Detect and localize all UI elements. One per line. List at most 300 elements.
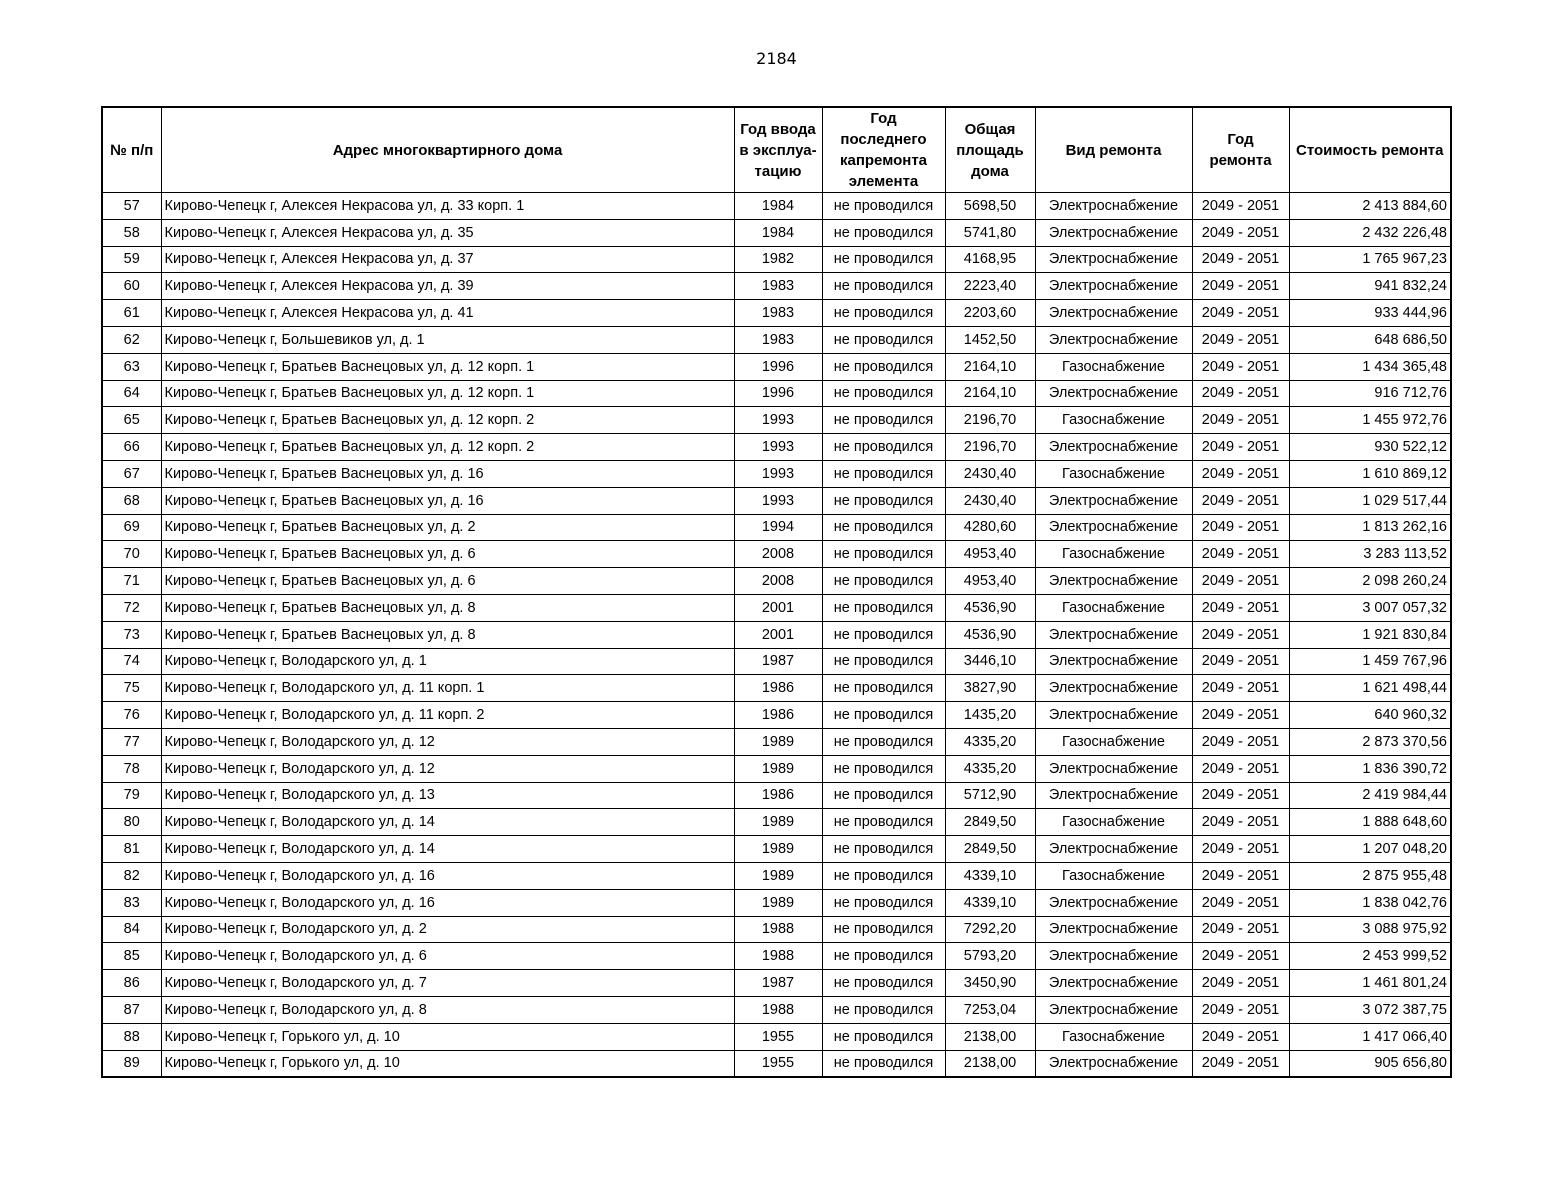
cell-repair-type: Электроснабжение [1035, 326, 1192, 353]
cell-num: 89 [102, 1050, 161, 1077]
cell-area: 2164,10 [945, 380, 1035, 407]
cell-last-repair: не проводился [822, 407, 945, 434]
cell-num: 87 [102, 996, 161, 1023]
cell-year-built: 1996 [734, 353, 822, 380]
cell-address: Кирово-Чепецк г, Алексея Некрасова ул, д. 37 [161, 246, 734, 273]
cell-repair-type: Электроснабжение [1035, 675, 1192, 702]
cell-area: 4536,90 [945, 621, 1035, 648]
cell-cost: 2 413 884,60 [1289, 193, 1451, 220]
cell-address: Кирово-Чепецк г, Братьев Васнецовых ул, д. 6 [161, 541, 734, 568]
cell-area: 5741,80 [945, 219, 1035, 246]
table-row [102, 594, 1451, 621]
cell-address: Кирово-Чепецк г, Братьев Васнецовых ул, д. 12 корп. 2 [161, 434, 734, 461]
header-last-repair: Год последнего капремонта элемента [822, 107, 945, 193]
cell-cost: 1 836 390,72 [1289, 755, 1451, 782]
cell-cost: 1 461 801,24 [1289, 970, 1451, 997]
cell-year-built: 1988 [734, 996, 822, 1023]
page-number: 2184 [756, 49, 797, 68]
cell-area: 3450,90 [945, 970, 1035, 997]
cell-num: 73 [102, 621, 161, 648]
cell-address: Кирово-Чепецк г, Алексея Некрасова ул, д. 35 [161, 219, 734, 246]
cell-last-repair: не проводился [822, 568, 945, 595]
cell-area: 4953,40 [945, 541, 1035, 568]
cell-cost: 916 712,76 [1289, 380, 1451, 407]
cell-year-built: 1993 [734, 487, 822, 514]
cell-repair-period: 2049 - 2051 [1192, 300, 1289, 327]
cell-year-built: 1988 [734, 916, 822, 943]
cell-last-repair: не проводился [822, 675, 945, 702]
table-row [102, 219, 1451, 246]
cell-last-repair: не проводился [822, 380, 945, 407]
cell-cost: 1 621 498,44 [1289, 675, 1451, 702]
cell-repair-type: Газоснабжение [1035, 353, 1192, 380]
cell-year-built: 1983 [734, 300, 822, 327]
table-row [102, 353, 1451, 380]
cell-cost: 2 873 370,56 [1289, 728, 1451, 755]
cell-cost: 1 455 972,76 [1289, 407, 1451, 434]
cell-last-repair: не проводился [822, 996, 945, 1023]
cell-repair-period: 2049 - 2051 [1192, 621, 1289, 648]
cell-address: Кирово-Чепецк г, Братьев Васнецовых ул, д. 16 [161, 460, 734, 487]
cell-area: 2849,50 [945, 809, 1035, 836]
cell-area: 4339,10 [945, 862, 1035, 889]
cell-area: 2223,40 [945, 273, 1035, 300]
cell-repair-type: Электроснабжение [1035, 943, 1192, 970]
cell-year-built: 1987 [734, 648, 822, 675]
cell-area: 4280,60 [945, 514, 1035, 541]
cell-repair-type: Электроснабжение [1035, 514, 1192, 541]
cell-area: 2138,00 [945, 1023, 1035, 1050]
cell-area: 4339,10 [945, 889, 1035, 916]
table-row [102, 862, 1451, 889]
cell-year-built: 1987 [734, 970, 822, 997]
cell-year-built: 2001 [734, 621, 822, 648]
cell-cost: 3 088 975,92 [1289, 916, 1451, 943]
cell-year-built: 1989 [734, 755, 822, 782]
cell-area: 3827,90 [945, 675, 1035, 702]
cell-area: 5793,20 [945, 943, 1035, 970]
cell-repair-period: 2049 - 2051 [1192, 970, 1289, 997]
table-row [102, 380, 1451, 407]
cell-num: 83 [102, 889, 161, 916]
cell-repair-period: 2049 - 2051 [1192, 407, 1289, 434]
cell-repair-period: 2049 - 2051 [1192, 594, 1289, 621]
cell-repair-period: 2049 - 2051 [1192, 1023, 1289, 1050]
cell-repair-type: Газоснабжение [1035, 809, 1192, 836]
cell-repair-type: Электроснабжение [1035, 889, 1192, 916]
cell-address: Кирово-Чепецк г, Володарского ул, д. 8 [161, 996, 734, 1023]
cell-year-built: 1994 [734, 514, 822, 541]
table-row [102, 273, 1451, 300]
cell-area: 7253,04 [945, 996, 1035, 1023]
cell-year-built: 1984 [734, 193, 822, 220]
cell-last-repair: не проводился [822, 862, 945, 889]
cell-address: Кирово-Чепецк г, Большевиков ул, д. 1 [161, 326, 734, 353]
cell-num: 57 [102, 193, 161, 220]
cell-last-repair: не проводился [822, 219, 945, 246]
cell-year-built: 1955 [734, 1023, 822, 1050]
cell-repair-type: Газоснабжение [1035, 1023, 1192, 1050]
header-row [102, 107, 1451, 193]
cell-address: Кирово-Чепецк г, Володарского ул, д. 6 [161, 943, 734, 970]
table-row [102, 326, 1451, 353]
cell-area: 2138,00 [945, 1050, 1035, 1077]
cell-repair-type: Электроснабжение [1035, 1050, 1192, 1077]
cell-year-built: 1989 [734, 862, 822, 889]
cell-repair-type: Электроснабжение [1035, 434, 1192, 461]
cell-cost: 1 610 869,12 [1289, 460, 1451, 487]
cell-repair-type: Газоснабжение [1035, 460, 1192, 487]
cell-last-repair: не проводился [822, 970, 945, 997]
cell-cost: 2 875 955,48 [1289, 862, 1451, 889]
cell-num: 64 [102, 380, 161, 407]
cell-address: Кирово-Чепецк г, Алексея Некрасова ул, д. 41 [161, 300, 734, 327]
table-row [102, 648, 1451, 675]
cell-repair-period: 2049 - 2051 [1192, 836, 1289, 863]
cell-repair-type: Электроснабжение [1035, 621, 1192, 648]
cell-area: 5712,90 [945, 782, 1035, 809]
cell-num: 79 [102, 782, 161, 809]
cell-cost: 640 960,32 [1289, 702, 1451, 729]
cell-cost: 933 444,96 [1289, 300, 1451, 327]
cell-area: 4953,40 [945, 568, 1035, 595]
cell-repair-period: 2049 - 2051 [1192, 434, 1289, 461]
cell-year-built: 1955 [734, 1050, 822, 1077]
cell-year-built: 1993 [734, 407, 822, 434]
cell-area: 3446,10 [945, 648, 1035, 675]
cell-area: 2164,10 [945, 353, 1035, 380]
cell-repair-type: Газоснабжение [1035, 541, 1192, 568]
cell-num: 74 [102, 648, 161, 675]
cell-repair-period: 2049 - 2051 [1192, 702, 1289, 729]
cell-area: 4335,20 [945, 728, 1035, 755]
cell-num: 65 [102, 407, 161, 434]
cell-num: 59 [102, 246, 161, 273]
table-row [102, 809, 1451, 836]
cell-address: Кирово-Чепецк г, Володарского ул, д. 16 [161, 862, 734, 889]
cell-num: 82 [102, 862, 161, 889]
table-row [102, 755, 1451, 782]
cell-cost: 1 029 517,44 [1289, 487, 1451, 514]
cell-num: 67 [102, 460, 161, 487]
cell-area: 1452,50 [945, 326, 1035, 353]
cell-num: 71 [102, 568, 161, 595]
cell-year-built: 2001 [734, 594, 822, 621]
cell-repair-period: 2049 - 2051 [1192, 943, 1289, 970]
header-repair-period: Год ремонта [1192, 107, 1289, 193]
cell-cost: 1 434 365,48 [1289, 353, 1451, 380]
cell-repair-period: 2049 - 2051 [1192, 782, 1289, 809]
cell-repair-period: 2049 - 2051 [1192, 246, 1289, 273]
table-row [102, 407, 1451, 434]
cell-address: Кирово-Чепецк г, Горького ул, д. 10 [161, 1050, 734, 1077]
cell-address: Кирово-Чепецк г, Володарского ул, д. 1 [161, 648, 734, 675]
header-num: № п/п [102, 107, 161, 193]
cell-num: 60 [102, 273, 161, 300]
cell-num: 68 [102, 487, 161, 514]
cell-last-repair: не проводился [822, 514, 945, 541]
cell-address: Кирово-Чепецк г, Володарского ул, д. 14 [161, 836, 734, 863]
cell-repair-period: 2049 - 2051 [1192, 809, 1289, 836]
cell-num: 72 [102, 594, 161, 621]
cell-repair-type: Электроснабжение [1035, 193, 1192, 220]
cell-year-built: 1993 [734, 434, 822, 461]
header-area: Общая площадь дома [945, 107, 1035, 193]
cell-last-repair: не проводился [822, 916, 945, 943]
table-row [102, 836, 1451, 863]
cell-repair-period: 2049 - 2051 [1192, 353, 1289, 380]
table-row [102, 970, 1451, 997]
cell-last-repair: не проводился [822, 1023, 945, 1050]
cell-last-repair: не проводился [822, 273, 945, 300]
cell-repair-period: 2049 - 2051 [1192, 996, 1289, 1023]
cell-num: 81 [102, 836, 161, 863]
cell-cost: 2 098 260,24 [1289, 568, 1451, 595]
cell-last-repair: не проводился [822, 594, 945, 621]
table-row [102, 434, 1451, 461]
cell-repair-type: Электроснабжение [1035, 380, 1192, 407]
cell-last-repair: не проводился [822, 1050, 945, 1077]
table-row [102, 889, 1451, 916]
table-row [102, 702, 1451, 729]
cell-cost: 1 765 967,23 [1289, 246, 1451, 273]
cell-last-repair: не проводился [822, 487, 945, 514]
cell-repair-type: Электроснабжение [1035, 782, 1192, 809]
cell-last-repair: не проводился [822, 326, 945, 353]
cell-year-built: 1989 [734, 889, 822, 916]
cell-repair-type: Газоснабжение [1035, 407, 1192, 434]
cell-year-built: 1986 [734, 675, 822, 702]
cell-repair-period: 2049 - 2051 [1192, 380, 1289, 407]
cell-cost: 648 686,50 [1289, 326, 1451, 353]
table-row [102, 1050, 1451, 1077]
cell-repair-period: 2049 - 2051 [1192, 326, 1289, 353]
cell-num: 61 [102, 300, 161, 327]
cell-year-built: 1983 [734, 326, 822, 353]
cell-last-repair: не проводился [822, 300, 945, 327]
table-row [102, 193, 1451, 220]
cell-year-built: 1993 [734, 460, 822, 487]
cell-cost: 1 459 767,96 [1289, 648, 1451, 675]
cell-repair-period: 2049 - 2051 [1192, 1050, 1289, 1077]
cell-year-built: 1996 [734, 380, 822, 407]
table-row [102, 514, 1451, 541]
cell-repair-type: Электроснабжение [1035, 970, 1192, 997]
cell-cost: 1 888 648,60 [1289, 809, 1451, 836]
cell-last-repair: не проводился [822, 246, 945, 273]
cell-repair-type: Электроснабжение [1035, 219, 1192, 246]
cell-repair-type: Электроснабжение [1035, 755, 1192, 782]
cell-area: 2430,40 [945, 487, 1035, 514]
cell-address: Кирово-Чепецк г, Алексея Некрасова ул, д. 39 [161, 273, 734, 300]
cell-cost: 3 072 387,75 [1289, 996, 1451, 1023]
cell-repair-period: 2049 - 2051 [1192, 675, 1289, 702]
cell-cost: 2 432 226,48 [1289, 219, 1451, 246]
cell-cost: 1 813 262,16 [1289, 514, 1451, 541]
cell-last-repair: не проводился [822, 460, 945, 487]
cell-num: 58 [102, 219, 161, 246]
cell-last-repair: не проводился [822, 755, 945, 782]
cell-num: 70 [102, 541, 161, 568]
cell-cost: 905 656,80 [1289, 1050, 1451, 1077]
cell-cost: 1 921 830,84 [1289, 621, 1451, 648]
header-year-built: Год ввода в эксплуа-тацию [734, 107, 822, 193]
cell-repair-period: 2049 - 2051 [1192, 755, 1289, 782]
table-row [102, 541, 1451, 568]
cell-address: Кирово-Чепецк г, Володарского ул, д. 2 [161, 916, 734, 943]
cell-address: Кирово-Чепецк г, Володарского ул, д. 11 корп. 2 [161, 702, 734, 729]
cell-address: Кирово-Чепецк г, Братьев Васнецовых ул, д. 8 [161, 621, 734, 648]
cell-address: Кирово-Чепецк г, Володарского ул, д. 11 корп. 1 [161, 675, 734, 702]
cell-repair-type: Электроснабжение [1035, 996, 1192, 1023]
cell-repair-period: 2049 - 2051 [1192, 648, 1289, 675]
cell-last-repair: не проводился [822, 353, 945, 380]
cell-repair-period: 2049 - 2051 [1192, 889, 1289, 916]
cell-repair-period: 2049 - 2051 [1192, 219, 1289, 246]
cell-area: 4536,90 [945, 594, 1035, 621]
cell-address: Кирово-Чепецк г, Володарского ул, д. 12 [161, 728, 734, 755]
cell-area: 5698,50 [945, 193, 1035, 220]
cell-repair-type: Газоснабжение [1035, 862, 1192, 889]
cell-cost: 930 522,12 [1289, 434, 1451, 461]
cell-cost: 1 207 048,20 [1289, 836, 1451, 863]
cell-address: Кирово-Чепецк г, Братьев Васнецовых ул, д. 6 [161, 568, 734, 595]
cell-year-built: 1986 [734, 702, 822, 729]
cell-repair-type: Электроснабжение [1035, 568, 1192, 595]
cell-repair-period: 2049 - 2051 [1192, 862, 1289, 889]
cell-area: 7292,20 [945, 916, 1035, 943]
cell-num: 63 [102, 353, 161, 380]
cell-year-built: 1982 [734, 246, 822, 273]
cell-num: 78 [102, 755, 161, 782]
cell-repair-type: Электроснабжение [1035, 273, 1192, 300]
cell-year-built: 2008 [734, 541, 822, 568]
cell-cost: 3 283 113,52 [1289, 541, 1451, 568]
cell-repair-type: Газоснабжение [1035, 594, 1192, 621]
cell-num: 80 [102, 809, 161, 836]
cell-num: 77 [102, 728, 161, 755]
cell-num: 66 [102, 434, 161, 461]
table-row [102, 246, 1451, 273]
cell-last-repair: не проводился [822, 809, 945, 836]
cell-year-built: 2008 [734, 568, 822, 595]
cell-address: Кирово-Чепецк г, Володарского ул, д. 7 [161, 970, 734, 997]
table-row [102, 300, 1451, 327]
cell-year-built: 1988 [734, 943, 822, 970]
cell-last-repair: не проводился [822, 434, 945, 461]
table-row [102, 460, 1451, 487]
cell-repair-period: 2049 - 2051 [1192, 541, 1289, 568]
cell-address: Кирово-Чепецк г, Володарского ул, д. 14 [161, 809, 734, 836]
header-address: Адрес многоквартирного дома [161, 107, 734, 193]
header-cost: Стоимость ремонта [1289, 107, 1451, 193]
cell-address: Кирово-Чепецк г, Володарского ул, д. 13 [161, 782, 734, 809]
cell-address: Кирово-Чепецк г, Володарского ул, д. 16 [161, 889, 734, 916]
cell-cost: 2 419 984,44 [1289, 782, 1451, 809]
cell-address: Кирово-Чепецк г, Братьев Васнецовых ул, д. 12 корп. 1 [161, 380, 734, 407]
table-row [102, 1023, 1451, 1050]
cell-year-built: 1989 [734, 728, 822, 755]
cell-num: 62 [102, 326, 161, 353]
cell-last-repair: не проводился [822, 889, 945, 916]
cell-num: 85 [102, 943, 161, 970]
table-row [102, 782, 1451, 809]
cell-last-repair: не проводился [822, 648, 945, 675]
cell-repair-type: Электроснабжение [1035, 300, 1192, 327]
cell-cost: 1 417 066,40 [1289, 1023, 1451, 1050]
cell-repair-period: 2049 - 2051 [1192, 193, 1289, 220]
cell-last-repair: не проводился [822, 943, 945, 970]
table-header [102, 107, 1451, 193]
cell-address: Кирово-Чепецк г, Братьев Васнецовых ул, д. 12 корп. 1 [161, 353, 734, 380]
cell-repair-type: Электроснабжение [1035, 702, 1192, 729]
cell-repair-period: 2049 - 2051 [1192, 487, 1289, 514]
cell-year-built: 1989 [734, 809, 822, 836]
cell-num: 86 [102, 970, 161, 997]
cell-area: 1435,20 [945, 702, 1035, 729]
cell-area: 2196,70 [945, 434, 1035, 461]
cell-address: Кирово-Чепецк г, Братьев Васнецовых ул, д. 16 [161, 487, 734, 514]
cell-num: 69 [102, 514, 161, 541]
cell-cost: 2 453 999,52 [1289, 943, 1451, 970]
cell-last-repair: не проводился [822, 702, 945, 729]
cell-area: 4168,95 [945, 246, 1035, 273]
cell-last-repair: не проводился [822, 836, 945, 863]
cell-num: 75 [102, 675, 161, 702]
cell-year-built: 1984 [734, 219, 822, 246]
table-row [102, 675, 1451, 702]
cell-year-built: 1989 [734, 836, 822, 863]
cell-repair-type: Электроснабжение [1035, 916, 1192, 943]
cell-address: Кирово-Чепецк г, Горького ул, д. 10 [161, 1023, 734, 1050]
cell-repair-type: Электроснабжение [1035, 648, 1192, 675]
cell-address: Кирово-Чепецк г, Алексея Некрасова ул, д. 33 корп. 1 [161, 193, 734, 220]
table-row [102, 996, 1451, 1023]
cell-last-repair: не проводился [822, 541, 945, 568]
cell-area: 2203,60 [945, 300, 1035, 327]
cell-address: Кирово-Чепецк г, Володарского ул, д. 12 [161, 755, 734, 782]
cell-cost: 941 832,24 [1289, 273, 1451, 300]
repair-register-table [101, 106, 1452, 1078]
cell-area: 4335,20 [945, 755, 1035, 782]
cell-area: 2849,50 [945, 836, 1035, 863]
cell-year-built: 1983 [734, 273, 822, 300]
cell-cost: 3 007 057,32 [1289, 594, 1451, 621]
cell-address: Кирово-Чепецк г, Братьев Васнецовых ул, д. 2 [161, 514, 734, 541]
cell-last-repair: не проводился [822, 621, 945, 648]
cell-last-repair: не проводился [822, 782, 945, 809]
cell-address: Кирово-Чепецк г, Братьев Васнецовых ул, д. 12 корп. 2 [161, 407, 734, 434]
cell-repair-type: Электроснабжение [1035, 246, 1192, 273]
cell-num: 84 [102, 916, 161, 943]
header-repair-type: Вид ремонта [1035, 107, 1192, 193]
table-body [102, 193, 1451, 1078]
cell-cost: 1 838 042,76 [1289, 889, 1451, 916]
table-row [102, 487, 1451, 514]
cell-year-built: 1986 [734, 782, 822, 809]
cell-address: Кирово-Чепецк г, Братьев Васнецовых ул, д. 8 [161, 594, 734, 621]
cell-area: 2196,70 [945, 407, 1035, 434]
table-row [102, 728, 1451, 755]
cell-repair-period: 2049 - 2051 [1192, 460, 1289, 487]
cell-area: 2430,40 [945, 460, 1035, 487]
table-row [102, 943, 1451, 970]
cell-num: 76 [102, 702, 161, 729]
cell-last-repair: не проводился [822, 193, 945, 220]
cell-repair-period: 2049 - 2051 [1192, 514, 1289, 541]
cell-repair-type: Электроснабжение [1035, 836, 1192, 863]
table-row [102, 621, 1451, 648]
